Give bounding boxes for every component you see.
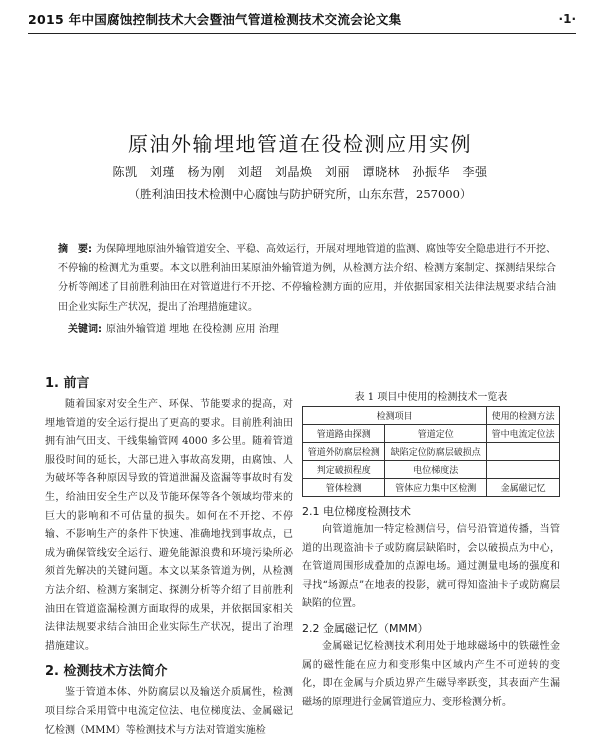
abstract — [58, 240, 556, 317]
section-2-paragraph: 鉴于管道本体、外防腐层以及输送介质属性，检测项目综合采用管中电流定位法、电位梯度法、金属磁记忆检测（MMM）等检测技术与方法对管道实施检 — [45, 687, 293, 736]
table-row — [303, 425, 560, 443]
abstract-label: 摘 要: — [58, 244, 92, 255]
left-column — [45, 372, 293, 740]
section-1-heading: 1. 前言 — [45, 376, 90, 391]
table-cell: 管道路由探测 — [303, 425, 385, 443]
table-header-cell: 使用的检测方法 — [487, 407, 560, 425]
table-cell: 缺陷定位防腐层破损点 — [385, 443, 487, 461]
keywords — [68, 320, 558, 335]
table-cell: 管中电流定位法 — [487, 425, 560, 443]
right-column — [302, 388, 560, 712]
table-cell: 金属磁记忆 — [487, 479, 560, 497]
section-1-paragraph: 随着国家对安全生产、环保、节能要求的提高，对埋地管道的安全运行提出了更高的要求。目前胜利油田拥有油气田支、干线集输管网 4000 多公里。随着管道服役时间的延长，大部已进入事故高发期，由腐蚀、人为破坏等各种原因导致的管道泄漏及盗漏等事故时有发生，给油田安全生产以及节能环保等各个领域均带来的巨大的影响和不可估量的损失。如何在不开挖、不停输、不影响生产的条件下快速、准确地找到事故点，已成为确保管线安全运行、避免能源浪费和环境污染所必须首先解决的关键问题。本文以某条管道为例，从检测方法介绍、检测方案制定、探测分析等介绍了目前胜利油田在管道盗漏检测方面取得的成果，并依据国家相关法律法规要求结合油田企业实际生产状况，提出了治理措施建议。 — [45, 399, 293, 652]
detection-methods-table — [302, 406, 560, 497]
table-caption: 表 1 项目中使用的检测技术一览表 — [354, 392, 508, 403]
keywords-text: 原油外输管道 埋地 在役检测 应用 治理 — [106, 324, 279, 335]
table-cell: 管道定位 — [385, 425, 487, 443]
paper-title: 原油外输埋地管道在役检测应用实例 — [128, 132, 472, 156]
table-row — [303, 443, 560, 461]
table-cell: 管道外防腐层检测 — [303, 443, 385, 461]
table-cell: 电位梯度法 — [385, 461, 487, 479]
section-2-2-paragraph: 金属磁记忆检测技术利用处于地球磁场中的铁磁性金属的磁性能在应力和变形集中区域内产生不可逆转的变化，即在金属与介质边界产生磁导率跃变，其表面产生漏磁场的原理进行金属管道应力、变形检测分析。 — [302, 640, 560, 708]
running-header — [28, 6, 576, 32]
section-2-1-paragraph: 向管道施加一特定检测信号，信号沿管道传播，当管道的出现盗油卡子或防腐层缺陷时，会以破损点为中心，在管道周围形成叠加的点源电场。通过测量电场的强度和寻找“场源点”在地表的投影，就可得知盗油卡子或防腐层缺陷的位置。 — [302, 524, 560, 610]
abstract-text: 为保障埋地原油外输管道安全、平稳、高效运行，开展对埋地管道的监测、腐蚀等安全隐患进行不开挖、不停输的检测尤为重要。本文以胜利油田某原油外输管道为例，从检测方法介绍、检测方案制定、探测结果综合分析等阐述了目前胜利油田在对管道进行不开挖、不停输检测方面的应用，并依据国家相关法律法规要求结合油田企业实际生产状况，提出了治理措施建议。 — [58, 244, 556, 313]
section-2-1-heading: 2.1 电位梯度检测技术 — [302, 505, 411, 518]
table-header-cell: 检测项目 — [303, 407, 487, 425]
table-row — [303, 461, 560, 479]
header-rule — [28, 33, 576, 34]
table-cell: 管体检测 — [303, 479, 385, 497]
paper-authors: 陈凯 刘瑾 杨为刚 刘超 刘晶焕 刘丽 谭晓林 孙振华 李强 — [112, 165, 488, 179]
page-number: ·1· — [558, 12, 576, 26]
section-2-2-heading: 2.2 金属磁记忆（MMM） — [302, 621, 429, 635]
table-cell — [487, 461, 560, 479]
table-cell: 管体应力集中区检测 — [385, 479, 487, 497]
table-cell: 判定破损程度 — [303, 461, 385, 479]
table-header-row — [303, 407, 560, 425]
paper-affiliation: （胜利油田技术检测中心腐蚀与防护研究所，山东东营，257000） — [128, 187, 472, 201]
section-2-heading: 2. 检测技术方法简介 — [45, 664, 168, 680]
table-row — [303, 479, 560, 497]
proceedings-title: 2015 年中国腐蚀控制技术大会暨油气管道检测技术交流会论文集 — [28, 12, 402, 27]
table-cell — [487, 443, 560, 461]
keywords-label: 关键词: — [68, 324, 102, 335]
